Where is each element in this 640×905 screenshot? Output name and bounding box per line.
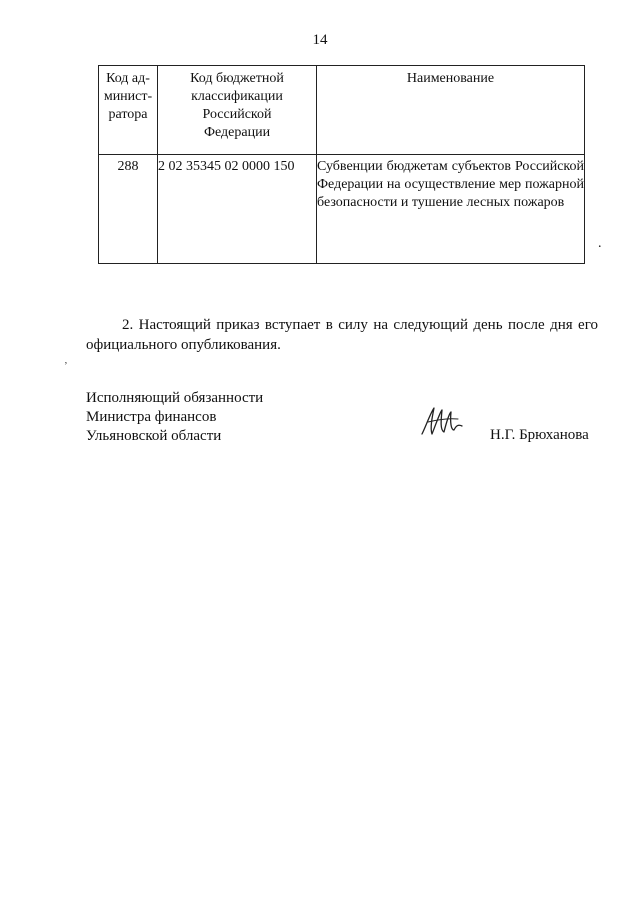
position-line: Исполняющий обязанности	[86, 390, 264, 406]
cell-budget-code: 2 02 35345 02 0000 150	[158, 155, 317, 264]
header-name: Наименование	[317, 66, 585, 155]
position-line: Ульяновской области	[86, 428, 222, 444]
budget-classification-table	[98, 65, 585, 264]
signatory-position	[86, 389, 263, 446]
cell-admin-code: 288	[99, 155, 158, 264]
page-number: 14	[312, 32, 328, 48]
table-row	[99, 155, 585, 264]
signer-name: Н.Г. Брюханова	[490, 427, 589, 443]
clause-effective-date: 2. Настоящий приказ вступает в силу на следующий день после дня его официального опубликования.	[86, 317, 598, 353]
table-header-row	[99, 66, 585, 155]
handwritten-signature	[418, 404, 466, 440]
header-admin-code: Код ад- минист- ратора	[99, 66, 158, 155]
header-budget-code: Код бюджетной классификации Российской Федерации	[158, 66, 317, 155]
cell-name: Субвенции бюджетам субъектов Российской Федерации на осуществление мер пожарной безопасности и тушение лесных пожаров	[317, 155, 585, 264]
position-line: Министра финансов	[86, 409, 217, 425]
scan-mark: ʼ	[64, 360, 68, 372]
table-trailing-mark: .	[598, 236, 602, 251]
